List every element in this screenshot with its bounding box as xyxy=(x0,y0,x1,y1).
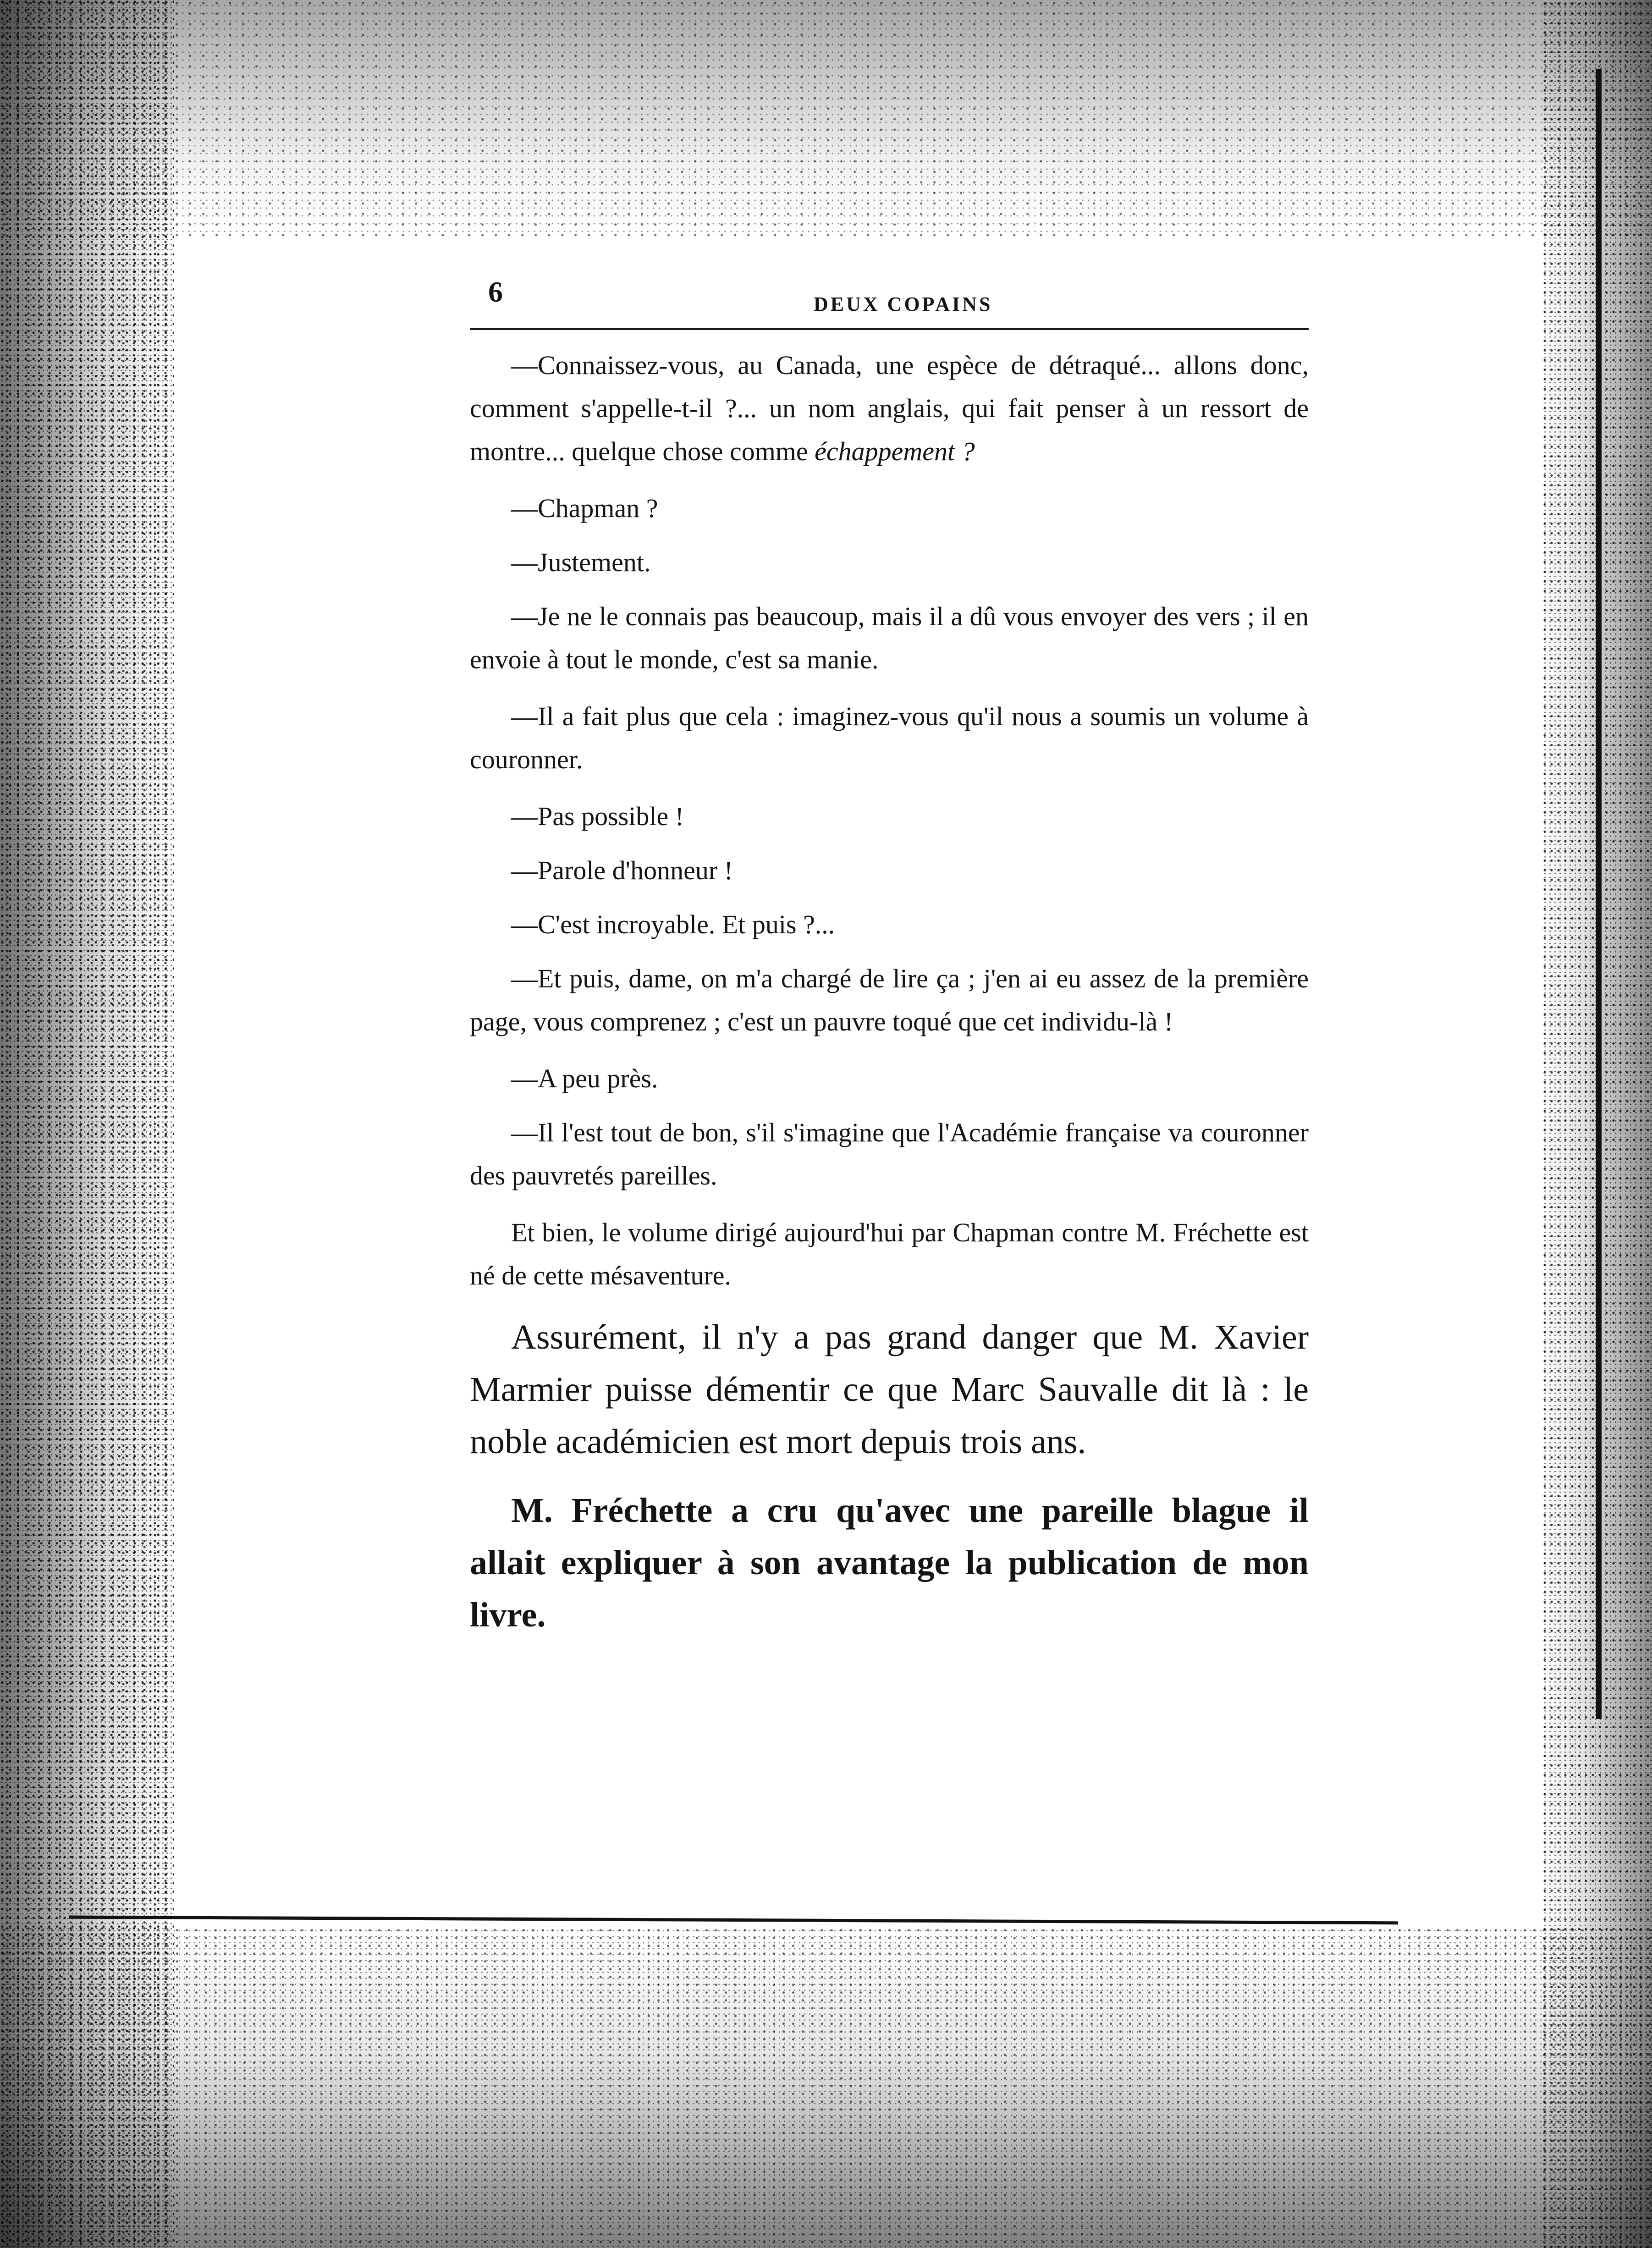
running-head xyxy=(470,270,1309,315)
binding-line xyxy=(1596,69,1602,1719)
paragraph: —Chapman ? xyxy=(511,493,658,523)
scan-edge-left xyxy=(0,0,174,2248)
italic-word: échappement ? xyxy=(815,436,975,466)
header-rule xyxy=(470,328,1309,330)
paragraph: —Justement. xyxy=(511,547,651,577)
page-number: 6 xyxy=(488,275,503,308)
paragraph: —Il l'est tout de bon, s'il s'imagine que l'Académie française va couronner des pauvretés pareilles. xyxy=(470,1118,1309,1190)
paragraph: —Il a fait plus que cela : imaginez-vous qu'il nous a soumis un volume à couronner. xyxy=(470,701,1309,774)
paragraph: —Parole d'honneur ! xyxy=(511,855,733,885)
paragraph: —Connaissez-vous, au Canada, une espèce de détraqué... allons donc, comment s'appelle-t-il ?... un nom anglais, qui fait penser à un ressort de montre... quelque chose comme échappement ? xyxy=(470,350,1309,466)
running-title: DEUX COPAINS xyxy=(814,293,993,315)
paragraph: —C'est incroyable. Et puis ?... xyxy=(511,909,835,939)
bottom-rule xyxy=(69,1916,1398,1925)
paragraph: —Pas possible ! xyxy=(511,801,684,831)
paragraph: —Je ne le connais pas beaucoup, mais il a dû vous envoyer des vers ; il en envoie à tout le monde, c'est sa manie. xyxy=(470,601,1309,674)
paragraph: —Et puis, dame, on m'a chargé de lire ça ; j'en ai eu assez de la première page, vous comprenez ; c'est un pauvre toqué que cet individu-là ! xyxy=(470,964,1309,1036)
page xyxy=(470,270,1309,1658)
commentary-paragraph: Assurément, il n'y a pas grand danger que M. Xavier Marmier puisse démentir ce que Marc Sauvalle dit là : le noble académicien est mort depuis trois ans. xyxy=(470,1318,1309,1461)
scan-edge-bottom xyxy=(0,1927,1652,2248)
commentary xyxy=(470,1311,1309,1641)
commentary-paragraph: M. Fréchette a cru qu'avec une pareille blague il allait expliquer à son avantage la publication de mon livre. xyxy=(470,1491,1309,1634)
scan-edge-top xyxy=(0,0,1652,238)
paragraph: Et bien, le volume dirigé aujourd'hui par Chapman contre M. Fréchette est né de cette mésaventure. xyxy=(470,1218,1309,1290)
quoted-dialogue xyxy=(470,344,1309,1297)
scan-edge-right xyxy=(1542,0,1652,2248)
paragraph: —A peu près. xyxy=(511,1063,658,1093)
